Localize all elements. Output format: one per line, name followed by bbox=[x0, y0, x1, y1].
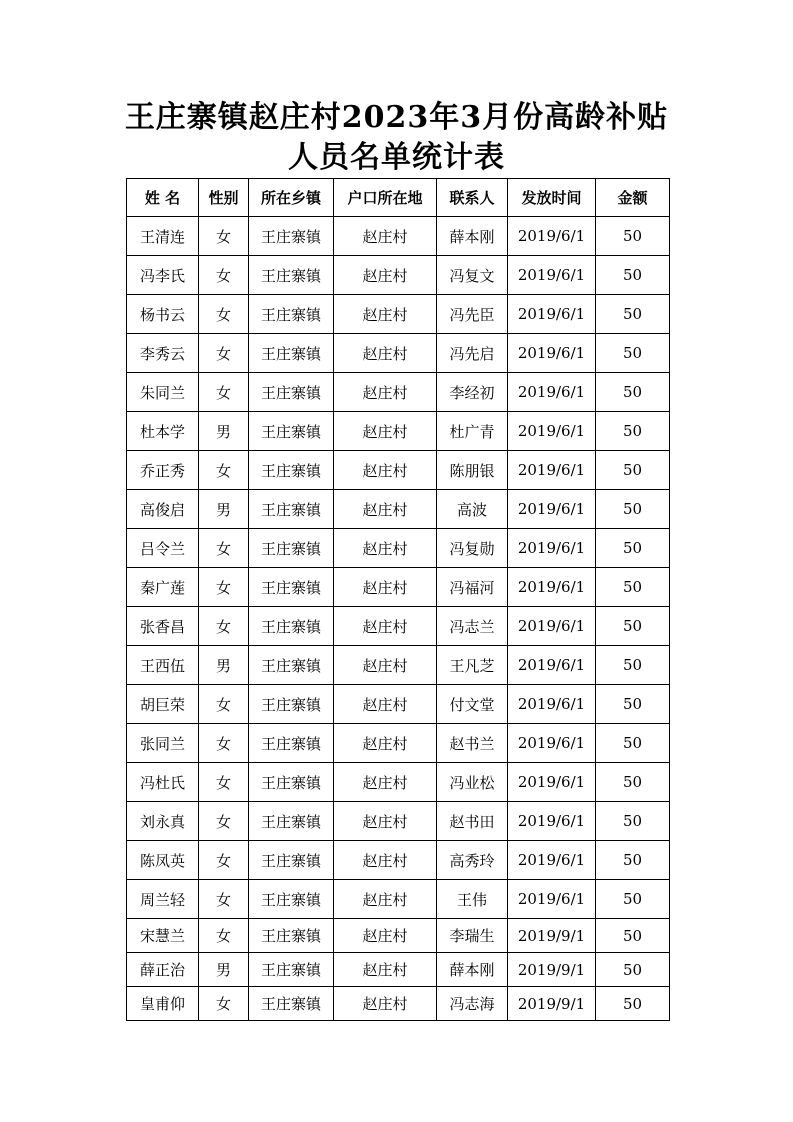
table-body bbox=[127, 217, 670, 1021]
cell-date: 2019/6/1 bbox=[508, 646, 596, 685]
cell-date: 2019/6/1 bbox=[508, 724, 596, 763]
table-row bbox=[127, 607, 670, 646]
cell-township: 王庄寨镇 bbox=[249, 880, 334, 919]
cell-township: 王庄寨镇 bbox=[249, 217, 334, 256]
cell-name: 冯杜氏 bbox=[127, 763, 199, 802]
table-row bbox=[127, 256, 670, 295]
cell-hukou: 赵庄村 bbox=[334, 217, 437, 256]
cell-hukou: 赵庄村 bbox=[334, 451, 437, 490]
cell-amount: 50 bbox=[596, 685, 670, 724]
cell-hukou: 赵庄村 bbox=[334, 568, 437, 607]
cell-gender: 女 bbox=[199, 295, 249, 334]
cell-contact: 付文堂 bbox=[437, 685, 508, 724]
cell-gender: 女 bbox=[199, 217, 249, 256]
cell-name: 陈凤英 bbox=[127, 841, 199, 880]
cell-township: 王庄寨镇 bbox=[249, 295, 334, 334]
cell-township: 王庄寨镇 bbox=[249, 529, 334, 568]
cell-hukou: 赵庄村 bbox=[334, 256, 437, 295]
document-title-line-1: 王庄寨镇赵庄村2023年3月份高龄补贴 bbox=[124, 100, 669, 135]
cell-amount: 50 bbox=[596, 568, 670, 607]
cell-hukou: 赵庄村 bbox=[334, 763, 437, 802]
cell-date: 2019/6/1 bbox=[508, 763, 596, 802]
cell-hukou: 赵庄村 bbox=[334, 646, 437, 685]
table-row bbox=[127, 295, 670, 334]
cell-amount: 50 bbox=[596, 295, 670, 334]
cell-gender: 女 bbox=[199, 802, 249, 841]
cell-gender: 女 bbox=[199, 880, 249, 919]
cell-name: 吕令兰 bbox=[127, 529, 199, 568]
cell-date: 2019/6/1 bbox=[508, 412, 596, 451]
cell-hukou: 赵庄村 bbox=[334, 880, 437, 919]
cell-name: 冯李氏 bbox=[127, 256, 199, 295]
cell-name: 宋慧兰 bbox=[127, 919, 199, 953]
cell-name: 张香昌 bbox=[127, 607, 199, 646]
table-row bbox=[127, 802, 670, 841]
cell-amount: 50 bbox=[596, 490, 670, 529]
header-township: 所在乡镇 bbox=[249, 179, 334, 217]
header-hukou: 户口所在地 bbox=[334, 179, 437, 217]
cell-contact: 冯复勋 bbox=[437, 529, 508, 568]
cell-gender: 男 bbox=[199, 646, 249, 685]
cell-amount: 50 bbox=[596, 373, 670, 412]
cell-date: 2019/6/1 bbox=[508, 490, 596, 529]
table-row bbox=[127, 646, 670, 685]
cell-contact: 冯业松 bbox=[437, 763, 508, 802]
cell-name: 杨书云 bbox=[127, 295, 199, 334]
cell-hukou: 赵庄村 bbox=[334, 919, 437, 953]
cell-date: 2019/9/1 bbox=[508, 953, 596, 987]
table-row bbox=[127, 880, 670, 919]
cell-name: 刘永真 bbox=[127, 802, 199, 841]
cell-date: 2019/6/1 bbox=[508, 217, 596, 256]
cell-hukou: 赵庄村 bbox=[334, 607, 437, 646]
cell-township: 王庄寨镇 bbox=[249, 987, 334, 1021]
cell-hukou: 赵庄村 bbox=[334, 490, 437, 529]
cell-hukou: 赵庄村 bbox=[334, 802, 437, 841]
cell-gender: 女 bbox=[199, 987, 249, 1021]
cell-contact: 冯复文 bbox=[437, 256, 508, 295]
cell-gender: 男 bbox=[199, 490, 249, 529]
cell-township: 王庄寨镇 bbox=[249, 490, 334, 529]
header-gender: 性别 bbox=[199, 179, 249, 217]
cell-township: 王庄寨镇 bbox=[249, 763, 334, 802]
table-row bbox=[127, 373, 670, 412]
cell-amount: 50 bbox=[596, 880, 670, 919]
table-row bbox=[127, 987, 670, 1021]
cell-name: 皇甫仰 bbox=[127, 987, 199, 1021]
cell-contact: 赵书田 bbox=[437, 802, 508, 841]
cell-date: 2019/6/1 bbox=[508, 451, 596, 490]
cell-contact: 赵书兰 bbox=[437, 724, 508, 763]
header-name: 姓 名 bbox=[127, 179, 199, 217]
cell-contact: 冯福河 bbox=[437, 568, 508, 607]
table-row bbox=[127, 451, 670, 490]
cell-contact: 王凡芝 bbox=[437, 646, 508, 685]
cell-hukou: 赵庄村 bbox=[334, 334, 437, 373]
cell-gender: 女 bbox=[199, 568, 249, 607]
cell-name: 乔正秀 bbox=[127, 451, 199, 490]
cell-contact: 李瑞生 bbox=[437, 919, 508, 953]
cell-township: 王庄寨镇 bbox=[249, 685, 334, 724]
cell-contact: 陈朋银 bbox=[437, 451, 508, 490]
cell-name: 张同兰 bbox=[127, 724, 199, 763]
cell-amount: 50 bbox=[596, 529, 670, 568]
cell-hukou: 赵庄村 bbox=[334, 841, 437, 880]
cell-date: 2019/9/1 bbox=[508, 987, 596, 1021]
cell-date: 2019/6/1 bbox=[508, 568, 596, 607]
cell-township: 王庄寨镇 bbox=[249, 373, 334, 412]
cell-date: 2019/6/1 bbox=[508, 685, 596, 724]
cell-date: 2019/6/1 bbox=[508, 334, 596, 373]
cell-name: 薛正治 bbox=[127, 953, 199, 987]
cell-township: 王庄寨镇 bbox=[249, 802, 334, 841]
table-row bbox=[127, 724, 670, 763]
table-header-row bbox=[127, 179, 670, 217]
cell-gender: 女 bbox=[199, 529, 249, 568]
table-row bbox=[127, 334, 670, 373]
cell-contact: 薛本刚 bbox=[437, 953, 508, 987]
cell-amount: 50 bbox=[596, 987, 670, 1021]
cell-name: 朱同兰 bbox=[127, 373, 199, 412]
cell-date: 2019/6/1 bbox=[508, 880, 596, 919]
cell-date: 2019/6/1 bbox=[508, 529, 596, 568]
cell-gender: 女 bbox=[199, 685, 249, 724]
cell-contact: 冯先启 bbox=[437, 334, 508, 373]
cell-hukou: 赵庄村 bbox=[334, 373, 437, 412]
cell-amount: 50 bbox=[596, 763, 670, 802]
cell-amount: 50 bbox=[596, 217, 670, 256]
cell-amount: 50 bbox=[596, 724, 670, 763]
cell-gender: 女 bbox=[199, 763, 249, 802]
cell-gender: 女 bbox=[199, 451, 249, 490]
cell-hukou: 赵庄村 bbox=[334, 412, 437, 451]
cell-contact: 冯志海 bbox=[437, 987, 508, 1021]
cell-name: 杜本学 bbox=[127, 412, 199, 451]
cell-name: 秦广莲 bbox=[127, 568, 199, 607]
table-row bbox=[127, 412, 670, 451]
cell-township: 王庄寨镇 bbox=[249, 841, 334, 880]
table-row bbox=[127, 529, 670, 568]
table-row bbox=[127, 919, 670, 953]
cell-amount: 50 bbox=[596, 953, 670, 987]
table-row bbox=[127, 217, 670, 256]
cell-gender: 女 bbox=[199, 607, 249, 646]
cell-date: 2019/9/1 bbox=[508, 919, 596, 953]
cell-hukou: 赵庄村 bbox=[334, 295, 437, 334]
subsidy-roster-table bbox=[126, 178, 670, 1021]
cell-contact: 薛本刚 bbox=[437, 217, 508, 256]
cell-amount: 50 bbox=[596, 412, 670, 451]
cell-name: 李秀云 bbox=[127, 334, 199, 373]
table-row bbox=[127, 953, 670, 987]
document-title-line-2: 人员名单统计表 bbox=[288, 140, 505, 175]
table-row bbox=[127, 568, 670, 607]
cell-amount: 50 bbox=[596, 919, 670, 953]
cell-date: 2019/6/1 bbox=[508, 295, 596, 334]
cell-township: 王庄寨镇 bbox=[249, 724, 334, 763]
cell-contact: 杜广青 bbox=[437, 412, 508, 451]
table-row bbox=[127, 490, 670, 529]
cell-gender: 女 bbox=[199, 256, 249, 295]
cell-contact: 高波 bbox=[437, 490, 508, 529]
table-row bbox=[127, 685, 670, 724]
cell-name: 王清连 bbox=[127, 217, 199, 256]
cell-amount: 50 bbox=[596, 256, 670, 295]
cell-date: 2019/6/1 bbox=[508, 256, 596, 295]
cell-amount: 50 bbox=[596, 841, 670, 880]
cell-amount: 50 bbox=[596, 334, 670, 373]
cell-contact: 李经初 bbox=[437, 373, 508, 412]
cell-date: 2019/6/1 bbox=[508, 607, 596, 646]
cell-contact: 冯先臣 bbox=[437, 295, 508, 334]
cell-township: 王庄寨镇 bbox=[249, 953, 334, 987]
cell-gender: 女 bbox=[199, 334, 249, 373]
cell-township: 王庄寨镇 bbox=[249, 646, 334, 685]
header-date: 发放时间 bbox=[508, 179, 596, 217]
cell-amount: 50 bbox=[596, 802, 670, 841]
table-row bbox=[127, 763, 670, 802]
cell-contact: 王伟 bbox=[437, 880, 508, 919]
cell-gender: 女 bbox=[199, 373, 249, 412]
cell-township: 王庄寨镇 bbox=[249, 451, 334, 490]
cell-amount: 50 bbox=[596, 607, 670, 646]
cell-gender: 男 bbox=[199, 412, 249, 451]
cell-name: 胡巨荣 bbox=[127, 685, 199, 724]
cell-township: 王庄寨镇 bbox=[249, 607, 334, 646]
cell-township: 王庄寨镇 bbox=[249, 412, 334, 451]
cell-hukou: 赵庄村 bbox=[334, 685, 437, 724]
cell-hukou: 赵庄村 bbox=[334, 953, 437, 987]
cell-date: 2019/6/1 bbox=[508, 802, 596, 841]
cell-hukou: 赵庄村 bbox=[334, 987, 437, 1021]
cell-township: 王庄寨镇 bbox=[249, 334, 334, 373]
table-row bbox=[127, 841, 670, 880]
cell-gender: 女 bbox=[199, 724, 249, 763]
cell-gender: 男 bbox=[199, 953, 249, 987]
cell-name: 周兰轻 bbox=[127, 880, 199, 919]
cell-name: 高俊启 bbox=[127, 490, 199, 529]
cell-contact: 冯志兰 bbox=[437, 607, 508, 646]
cell-township: 王庄寨镇 bbox=[249, 919, 334, 953]
cell-name: 王西伍 bbox=[127, 646, 199, 685]
cell-amount: 50 bbox=[596, 451, 670, 490]
cell-gender: 女 bbox=[199, 919, 249, 953]
cell-amount: 50 bbox=[596, 646, 670, 685]
cell-gender: 女 bbox=[199, 841, 249, 880]
header-contact: 联系人 bbox=[437, 179, 508, 217]
cell-hukou: 赵庄村 bbox=[334, 529, 437, 568]
cell-contact: 高秀玲 bbox=[437, 841, 508, 880]
cell-date: 2019/6/1 bbox=[508, 841, 596, 880]
header-amount: 金额 bbox=[596, 179, 670, 217]
cell-township: 王庄寨镇 bbox=[249, 256, 334, 295]
cell-township: 王庄寨镇 bbox=[249, 568, 334, 607]
cell-hukou: 赵庄村 bbox=[334, 724, 437, 763]
cell-date: 2019/6/1 bbox=[508, 373, 596, 412]
